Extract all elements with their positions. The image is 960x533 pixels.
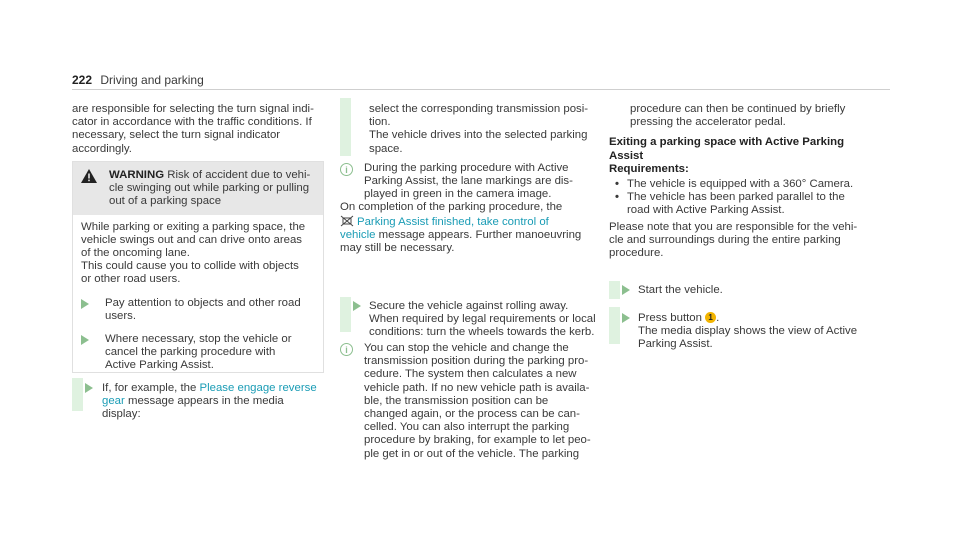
list-item-text: The vehicle is equipped with a 360° Camera.: [627, 178, 854, 191]
list-item-text: road with Active Parking Assist.: [627, 204, 785, 217]
warning-title: out of a parking space: [109, 195, 222, 208]
note-text: ple get in or out of the vehicle. The parking: [364, 447, 580, 460]
step-text: The media display shows the view of Active: [638, 325, 858, 338]
info-icon: i: [340, 163, 353, 176]
warning-text: or other road users.: [81, 273, 181, 286]
step-text: The vehicle drives into the selected parking: [369, 129, 588, 142]
note: [340, 342, 602, 461]
step-arrow-icon: [622, 313, 630, 323]
note-text: procedure can then be continued by briefly: [630, 103, 846, 115]
note-text: changed again, or the process can be can-: [364, 408, 580, 421]
note-text: celled. You can also interrupt the parking: [364, 421, 570, 434]
display-message: Please engage reverse: [199, 382, 317, 394]
step-text: Press button: [638, 312, 706, 324]
requirements-list: [609, 178, 891, 218]
step-text: tion.: [369, 116, 391, 129]
note-text: During the parking procedure with Active: [364, 161, 569, 174]
step-text: Active Parking Assist.: [105, 359, 214, 372]
column-3: [609, 103, 891, 260]
warning-text: of the oncoming lane.: [81, 247, 190, 260]
step-arrow-icon: [81, 299, 89, 309]
page-header: [72, 74, 204, 87]
step-arrow-icon: [353, 301, 361, 311]
step-text: space.: [369, 142, 403, 155]
instruction-step: [72, 382, 324, 422]
display-message: vehicle: [340, 228, 376, 241]
warning-title: Risk of accident due to vehi-: [164, 169, 311, 181]
step-text: .: [716, 312, 720, 324]
list-item: • The vehicle is equipped with a 360° Camera.: [615, 178, 854, 191]
step-text: select the corresponding transmission posi-: [369, 103, 589, 115]
heading-line: Assist: [609, 149, 644, 162]
instruction-step: [609, 284, 891, 299]
display-message: Parking Assist finished, take control of: [357, 215, 549, 228]
intro-line: cator in accordance with the traffic conditions. If: [72, 116, 312, 129]
note-text: ble, the transmission position can be: [364, 394, 549, 407]
requirements-label: Requirements:: [609, 162, 689, 175]
page-number: 222: [72, 73, 93, 87]
step-text: Secure the vehicle against rolling away.: [369, 300, 569, 312]
note: [340, 162, 602, 202]
parking-assist-icon: [340, 215, 354, 227]
body-text: procedure.: [609, 247, 664, 260]
list-item: • The vehicle has been parked parallel to the road with Active Parking Assist.: [615, 191, 845, 217]
section-title: Driving and parking: [100, 73, 204, 87]
note-text: vehicle path. If no new vehicle path is availa-: [364, 381, 590, 394]
list-item-text: The vehicle has been parked parallel to the: [627, 191, 845, 204]
intro-line: accordingly.: [72, 142, 132, 155]
body-text: On completion of the parking procedure, the: [340, 201, 563, 214]
note-text: cedure. The system then calculates a new: [364, 368, 577, 381]
step-text: Start the vehicle.: [638, 284, 723, 296]
warning-text: While parking or exiting a parking space, the: [81, 220, 306, 233]
instruction-step: [609, 312, 891, 352]
note-text: transmission position during the parking pro-: [364, 355, 589, 368]
warning-text: vehicle swings out and can drive onto areas: [81, 233, 302, 246]
warning-body: [73, 215, 323, 373]
warning-label: WARNING: [109, 169, 165, 181]
step-arrow-icon: [85, 383, 93, 393]
heading-line: Exiting a parking space with Active Parking: [609, 136, 845, 149]
intro-line: are responsible for selecting the turn signal indi-: [72, 103, 314, 115]
warning-title: cle swinging out while parking or pulling: [109, 182, 310, 195]
instruction-step: [340, 300, 602, 340]
warning-box: [72, 161, 324, 373]
column-2: [340, 103, 602, 255]
step-text: Parking Assist.: [638, 338, 713, 351]
info-icon: i: [340, 343, 353, 356]
step-arrow-icon: [81, 335, 89, 345]
step-text: message appears in the media display:: [102, 395, 284, 421]
note-text: procedure by braking, for example to let peo-: [364, 434, 591, 447]
body-text: message appears. Further manoeuvring: [375, 228, 582, 241]
warning-step: [81, 333, 315, 373]
step-text: Pay attention to objects and other road: [105, 296, 301, 309]
body-text: may still be necessary.: [340, 242, 455, 255]
step-arrow-icon: [622, 285, 630, 295]
body-text: Please note that you are responsible for the vehi-: [609, 220, 858, 233]
section-heading: [609, 136, 891, 162]
note-text: You can stop the vehicle and change the: [364, 342, 569, 354]
step-text: When required by legal requirements or local: [369, 313, 596, 326]
intro-line: necessary, select the turn signal indicator: [72, 129, 281, 142]
step-text: If, for example, the: [102, 382, 200, 394]
warning-triangle-icon: [81, 169, 109, 209]
warning-header: [73, 162, 323, 215]
note-text: played in green in the camera image.: [364, 188, 552, 201]
step-text: cancel the parking procedure with: [105, 346, 276, 359]
note-text: Parking Assist, the lane markings are dis-: [364, 175, 573, 188]
button-number-badge: 1: [705, 312, 716, 323]
step-text: Where necessary, stop the vehicle or: [105, 333, 292, 346]
warning-step: [81, 297, 315, 323]
note-text: pressing the accelerator pedal.: [630, 116, 786, 129]
step-text: conditions: turn the wheels towards the kerb.: [369, 326, 595, 339]
warning-text: This could cause you to collide with objects: [81, 260, 299, 273]
display-message: gear: [102, 395, 125, 408]
step-text: users.: [105, 309, 137, 322]
body-text: cle and surroundings during the entire parking: [609, 233, 841, 246]
column-1: [72, 103, 324, 156]
header-divider: [72, 89, 890, 90]
